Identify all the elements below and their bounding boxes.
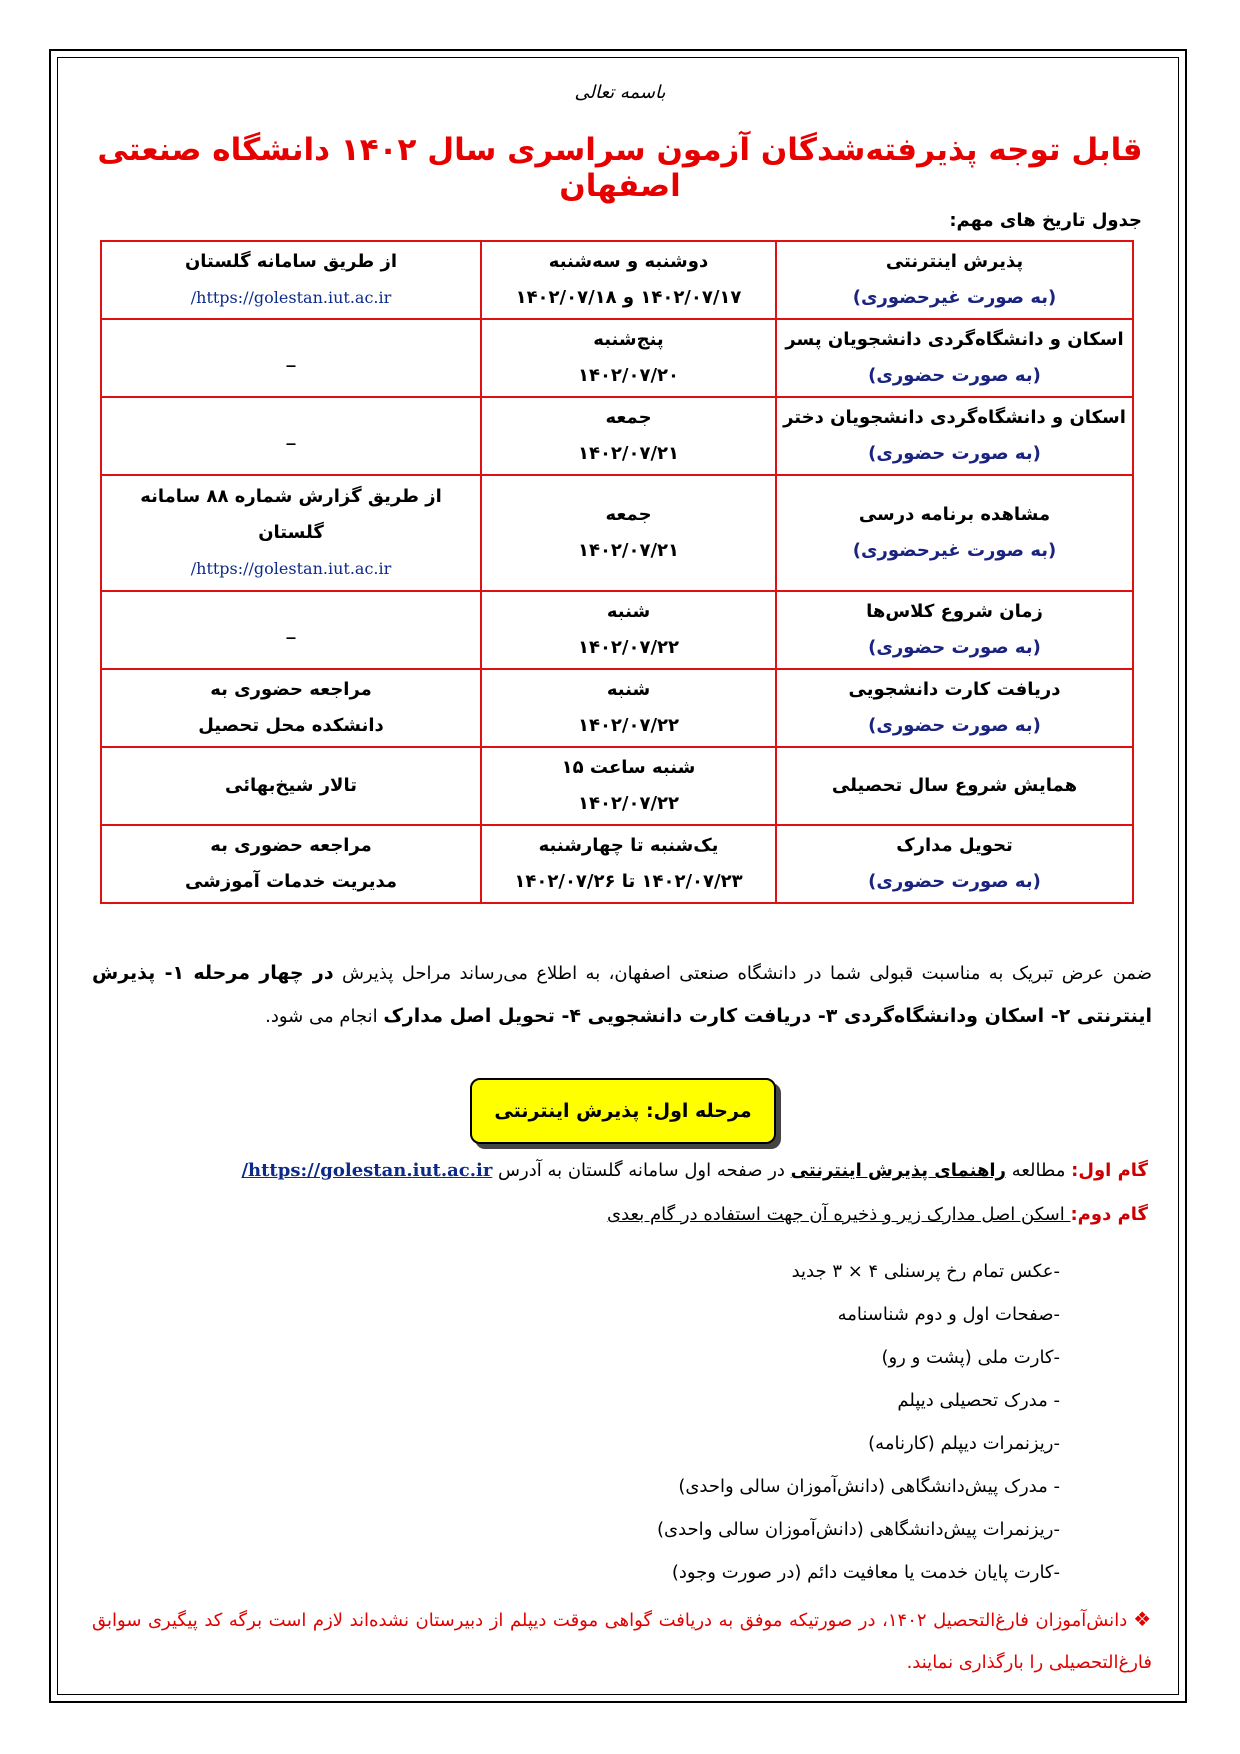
table-row: [101, 319, 1133, 397]
note-line-1: _: [286, 347, 296, 368]
event-cell: [776, 591, 1133, 669]
event-day: پنج‌شنبه: [593, 329, 664, 350]
note-line-1: مراجعه حضوری به: [210, 678, 372, 700]
important-dates-table: [100, 240, 1134, 904]
event-date: ۱۴۰۲/۰۷/۲۰: [577, 365, 680, 386]
date-cell: [481, 475, 776, 591]
event-cell: [776, 319, 1133, 397]
date-cell: [481, 747, 776, 825]
note-line-1: تالار شیخ‌بهائی: [225, 774, 357, 796]
event-title: اسکان و دانشگاه‌گردی دانشجویان پسر: [785, 329, 1124, 350]
table-row: [101, 747, 1133, 825]
graduates-note: [92, 1598, 1152, 1684]
event-title: مشاهده برنامه درسی: [858, 503, 1051, 525]
step-one-label: گام اول:: [1071, 1160, 1148, 1181]
event-cell: [776, 397, 1133, 475]
note-line-1: _: [286, 618, 296, 640]
note-cell: [101, 669, 481, 747]
date-cell: [481, 669, 776, 747]
step-one-text-a: مطالعه: [1005, 1160, 1072, 1181]
event-day: جمعه: [605, 503, 652, 525]
intro-text-3: انجام می شود.: [265, 1006, 384, 1027]
note-cell: [101, 475, 481, 591]
event-title: زمان شروع کلاس‌ها: [866, 600, 1043, 622]
golestan-link[interactable]: https://golestan.iut.ac.ir/: [190, 288, 392, 307]
table-row: [101, 475, 1133, 591]
event-date: ۱۴۰۲/۰۷/۲۲: [577, 714, 680, 736]
event-title: همایش شروع سال تحصیلی: [831, 774, 1078, 796]
table-row: [101, 397, 1133, 475]
event-mode: (به صورت حضوری): [868, 870, 1041, 892]
note-line-2: دانشکده محل تحصیل: [198, 714, 384, 736]
event-date: ۱۴۰۲/۰۷/۲۱: [577, 443, 680, 464]
event-title: پذیرش اینترنتی: [885, 251, 1024, 272]
document-item: - مدرک پیش‌دانشگاهی (دانش‌آموزان سالی واحدی): [678, 1476, 1060, 1497]
guide-link[interactable]: راهنمای پذیرش اینترنتی: [790, 1160, 1006, 1181]
table-row: [101, 591, 1133, 669]
event-date: ۱۴۰۲/۰۷/۲۲: [577, 792, 680, 814]
step-one-text-b: در صفحه اول سامانه گلستان به آدرس: [492, 1160, 791, 1181]
event-cell: [776, 475, 1133, 591]
step-two-label: گام دوم:: [1070, 1204, 1148, 1225]
event-cell: [776, 825, 1133, 903]
note-line-1: مراجعه حضوری به: [210, 834, 372, 856]
event-day: شنبه: [606, 600, 651, 622]
golestan-link[interactable]: https://golestan.iut.ac.ir/: [190, 558, 392, 578]
note-line-1: از طریق گزارش شماره ۸۸ سامانه گلستان: [140, 485, 442, 543]
event-date: ۱۴۰۲/۰۷/۱۷ و ۱۴۰۲/۰۷/۱۸: [515, 287, 742, 308]
event-title: اسکان و دانشگاه‌گردی دانشجویان دختر: [783, 407, 1126, 428]
intro-text-1: ضمن عرض تبریک به مناسبت قبولی شما در دانشگاه صنعتی اصفهان، به اطلاع می‌رساند مراحل پذیرش: [333, 963, 1152, 984]
golestan-url-link[interactable]: https://golestan.iut.ac.ir/: [241, 1160, 493, 1181]
table-row: [101, 241, 1133, 319]
event-cell: [776, 241, 1133, 319]
document-item: - مدرک تحصیلی دیپلم: [897, 1390, 1060, 1411]
event-mode: (به صورت حضوری): [868, 365, 1041, 386]
date-cell: [481, 591, 776, 669]
event-day: دوشنبه و سه‌شنبه: [548, 251, 709, 272]
event-day: یک‌شنبه تا چهارشنبه: [538, 834, 719, 856]
event-day: شنبه: [606, 678, 651, 700]
date-cell: [481, 825, 776, 903]
event-date: ۱۴۰۲/۰۷/۲۳ تا ۱۴۰۲/۰۷/۲۶: [514, 870, 743, 892]
date-cell: [481, 397, 776, 475]
note-cell: [101, 241, 481, 319]
note-line-1: از طریق سامانه گلستان: [184, 251, 398, 272]
event-mode: (به صورت غیرحضوری): [852, 287, 1057, 308]
event-cell: [776, 747, 1133, 825]
event-title: دریافت کارت دانشجویی: [848, 678, 1061, 700]
event-title: تحویل مدارک: [896, 834, 1013, 856]
note-line-1: _: [286, 425, 296, 446]
event-mode: (به صورت حضوری): [868, 714, 1041, 736]
intro-paragraph: [92, 952, 1152, 1038]
note-cell: [101, 591, 481, 669]
event-cell: [776, 669, 1133, 747]
table-row: [101, 825, 1133, 903]
intro-stages: در چهار مرحله ۱- پذیرش اینترنتی ۲- اسکان ودانشگاه‌گردی ۳- دریافت کارت دانشجویی ۴- تحویل اصل مدارک: [92, 962, 1152, 1027]
note-line-2: مدیریت خدمات آموزشی: [184, 870, 398, 892]
page-title: قابل توجه پذیرفته‌شدگان آزمون سراسری سال ۱۴۰۲ دانشگاه صنعتی اصفهان: [97, 132, 1143, 204]
document-item: -عکس تمام رخ پرسنلی ۴ × ۳ جدید: [791, 1261, 1060, 1282]
diamond-bullet-icon: ❖: [1133, 1607, 1152, 1631]
date-cell: [481, 319, 776, 397]
event-mode: (به صورت غیرحضوری): [852, 539, 1057, 561]
table-row: [101, 669, 1133, 747]
note-cell: [101, 397, 481, 475]
document-item: -ریزنمرات دیپلم (کارنامه): [868, 1433, 1060, 1454]
note-cell: [101, 747, 481, 825]
date-cell: [481, 241, 776, 319]
step-two-text: اسکن اصل مدارک زیر و ذخیره آن جهت استفاده در گام بعدی: [607, 1204, 1071, 1225]
note-cell: [101, 319, 481, 397]
document-item: -کارت ملی (پشت و رو): [881, 1347, 1060, 1368]
event-day: شنبه ساعت ۱۵: [561, 756, 696, 778]
note-cell: [101, 825, 481, 903]
event-date: ۱۴۰۲/۰۷/۲۲: [577, 636, 680, 658]
document-item: -صفحات اول و دوم شناسنامه: [837, 1304, 1060, 1325]
event-day: جمعه: [605, 407, 652, 428]
basmala-heading: باسمه تعالی: [574, 82, 666, 103]
document-item: -ریزنمرات پیش‌دانشگاهی (دانش‌آموزان سالی واحدی): [657, 1519, 1060, 1540]
document-item: -کارت پایان خدمت یا معافیت دائم (در صورت وجود): [671, 1562, 1060, 1583]
step-one: [241, 1160, 1148, 1181]
stage-one-banner: مرحله اول: پذیرش اینترنتی: [470, 1078, 776, 1144]
event-mode: (به صورت حضوری): [868, 443, 1041, 464]
event-date: ۱۴۰۲/۰۷/۲۱: [577, 539, 680, 561]
required-documents-list: [657, 1250, 1060, 1594]
graduates-note-text: دانش‌آموزان فارغ‌التحصیل ۱۴۰۲، در صورتیکه موفق به دریافت گواهی موقت دیپلم از دبیرستان نشده‌اند لازم است برگه کد پیگیری سوابق فارغ‌التحصیلی را بارگذاری نمایند.: [92, 1610, 1152, 1673]
event-mode: (به صورت حضوری): [868, 636, 1041, 658]
table-caption: جدول تاریخ های مهم:: [949, 210, 1142, 231]
step-two: [607, 1204, 1148, 1225]
